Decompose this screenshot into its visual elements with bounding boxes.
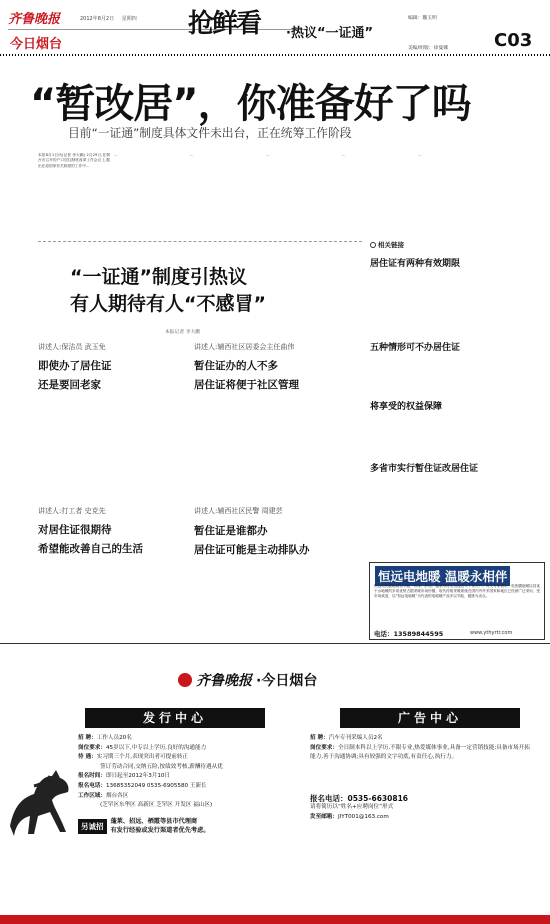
heating-ad-title: 恒远电地暖 温暖永相伴 xyxy=(375,566,510,586)
distribution-row-1-value: 工作人员20名 xyxy=(96,735,132,741)
edition-label: 今日烟台 xyxy=(10,37,63,52)
distribution-title-bar: 发行中心 xyxy=(85,708,265,728)
advertising-row-2-label: 岗位要求： xyxy=(310,744,338,751)
voice-4-head2: 居住证可能是主动排队办 xyxy=(194,544,310,556)
voice-1-col-b xyxy=(108,395,172,495)
advertising-list xyxy=(310,734,530,822)
sub-headline: 目前“一证通”制度具体文件未出台，正在统筹工作阶段 xyxy=(68,126,352,140)
distribution-row-5 xyxy=(78,772,278,782)
distribution-row-8-value: (芝罘区东华区 高新区 芝罘区 开发区 福山区) xyxy=(100,802,213,809)
distribution-row-6 xyxy=(78,782,278,792)
horse-icon xyxy=(4,746,80,842)
feature-byline: 本报记者 李大鹏 xyxy=(165,330,201,335)
distribution-row-7-value: 烟台各区 xyxy=(105,792,129,799)
feature-title-2: 有人期待有人“不感冒” xyxy=(70,293,266,315)
banner-logo xyxy=(178,670,317,690)
related-title-1: 居住证有两种有效期限 xyxy=(370,259,461,269)
editor: 编辑：魏玉明 xyxy=(408,16,437,21)
masthead-rule xyxy=(8,29,308,30)
column-sub: ·热议“一证通” xyxy=(286,26,374,41)
advertising-title-bar: 广告中心 xyxy=(340,708,520,728)
distribution-row-8 xyxy=(78,801,278,811)
intro-column-1: 本报8月1日讯(记者 李大鹏) 2月29日,在烟台市召开的户口居住制度改革工作会议上,据出在原国家有关制度的工作中... xyxy=(38,153,110,168)
related-3-body xyxy=(370,414,542,452)
distribution-list xyxy=(78,734,278,811)
distribution-row-3-label: 待 遇： xyxy=(78,754,97,761)
voice-4-col-a xyxy=(194,562,250,632)
distribution-row-5-value: 即日起至2012年3月10日 xyxy=(105,773,171,780)
distribution-row-1 xyxy=(78,734,278,744)
voice-3-head2: 居住证将便于社区管理 xyxy=(194,379,299,391)
distribution-row-2-label: 岗位要求： xyxy=(78,744,106,751)
related-4-body-b xyxy=(458,478,542,536)
paper-logo: 齐鲁晚报 xyxy=(8,12,61,27)
voice-3-col-c xyxy=(316,395,368,497)
related-4-body-a xyxy=(370,478,454,536)
related-tag-label: 相关链接 xyxy=(378,241,404,249)
distribution-notice xyxy=(78,818,278,835)
advertising-row-3-value: 0535-6630816 xyxy=(347,793,409,803)
advertising-row-5 xyxy=(310,813,530,823)
voice-3-speaker: 讲述人:辅西社区居委会主任曲伟 xyxy=(194,343,295,351)
column-logo: 抢鲜看 xyxy=(188,9,261,39)
advertising-row-1 xyxy=(310,734,530,744)
intro-column-4: ... xyxy=(266,153,270,157)
related-title-4: 多省市实行暂住证改居住证 xyxy=(370,464,479,474)
distribution-row-7 xyxy=(78,792,278,802)
banner-edition: ·今日烟台 xyxy=(256,673,318,689)
related-tag xyxy=(370,240,404,249)
banner-logo-mark-icon xyxy=(178,673,192,687)
advertising-row-5-label: 发至邮箱： xyxy=(310,813,338,820)
masthead-hatch xyxy=(0,54,550,56)
designer: 美编/组版：徐曼娜 xyxy=(408,46,448,51)
related-title-2: 五种情形可不办居住证 xyxy=(370,343,461,353)
intro-column-3: ... xyxy=(190,153,194,157)
distribution-row-6-value: 13685352049 0535-6905580 王新长 xyxy=(105,782,207,789)
date: 2012年8月2日 xyxy=(80,16,115,22)
distribution-row-4 xyxy=(78,763,278,773)
heating-ad[interactable] xyxy=(369,562,545,640)
intro-column-5: ... xyxy=(342,153,346,157)
intro-column-2: ... xyxy=(114,153,118,157)
voice-3-col-b xyxy=(255,395,311,497)
advertising-row-1-label: 招 聘： xyxy=(310,735,329,741)
advertising-row-2-value: 全日制本科以上学历,不限专业,热爱媒体事业,具备一定营销技能;具备市场开拓能力,善于沟通协调;具有较强的文字功底,有责任心,执行力。 xyxy=(310,744,530,761)
related-1-body-b xyxy=(458,272,542,330)
distribution-row-3 xyxy=(78,753,278,763)
main-headline: “暂改居”，你准备好了吗 xyxy=(30,81,471,127)
advertising-row-5-value: JIYT001@163.com xyxy=(337,813,389,820)
voice-4-speaker: 讲述人:辅西社区民警 周建芸 xyxy=(194,507,283,515)
voice-4-col-b xyxy=(255,562,311,632)
voice-1-head1: 即使办了居住证 xyxy=(38,360,112,372)
distribution-row-7-label: 工作区域： xyxy=(78,792,106,799)
voice-2-head2: 希望能改善自己的生活 xyxy=(38,543,143,555)
horses-graphic xyxy=(4,746,80,842)
bottom-banner xyxy=(0,644,550,924)
distribution-row-3-value: 实习期三个月,表现突出者可提前转正 xyxy=(96,754,189,761)
voice-3-col-a xyxy=(194,395,250,497)
heating-ad-url: www.ythyrtr.com xyxy=(470,630,513,636)
intro-column-6: ... xyxy=(418,153,422,157)
advertising-row-3 xyxy=(310,794,530,804)
advertising-row-1-value: 汽车专刊采编人员2名 xyxy=(328,735,383,741)
banner-footer-bar xyxy=(0,915,550,924)
notice-label: 另诚招 xyxy=(78,819,107,834)
feature-title-1: “一证通”制度引热议 xyxy=(70,266,247,288)
distribution-row-4-value: 签订劳动合同,交纳五险,按绩效考核,薪酬待遇从优 xyxy=(100,763,223,770)
distribution-row-2 xyxy=(78,744,278,754)
voice-1-col-a xyxy=(38,395,104,495)
page-code: C03 xyxy=(494,30,533,51)
voice-4-col-c xyxy=(316,562,368,632)
voice-2-col-a xyxy=(38,560,104,632)
distribution-row-2-value: 45岁以下,中专以上学历,良好的沟通能力 xyxy=(105,744,207,751)
related-2-body xyxy=(370,356,542,390)
link-icon xyxy=(370,242,376,248)
voice-2-col-b xyxy=(108,560,172,632)
date-line xyxy=(80,15,137,22)
distribution-row-5-label: 报名时间： xyxy=(78,773,106,780)
related-1-body-a xyxy=(370,272,454,330)
advertising-row-3-label: 报名电话： xyxy=(310,793,348,803)
advertising-row-4-value: 请将简历以“姓名+应聘岗位”形式 xyxy=(310,804,394,811)
notice-text: 蓬莱、招远、栖霞等县市代理商 有发行经验或发行渠道者优先考虑。 xyxy=(110,818,210,834)
heating-ad-phone: 电话：13589844595 xyxy=(374,630,444,638)
voice-1-head2: 还是要回老家 xyxy=(38,379,101,391)
advertising-row-4 xyxy=(310,803,530,813)
heating-ad-body: 恒远电热膜地暖以节能、环保、舒适、健康等特点迅速进入千家万户。有关专家表示，电热膜地暖以其优于水地暖的多项优势占据采暖市场份额，取代传统采暖系统在国内外许多国家和地区已经被广泛采用，受市场欢迎，以“恒远电地暖”为代表的电地暖产品多以节能、健康为卖点。 xyxy=(374,584,540,599)
distribution-row-6-label: 报名电话： xyxy=(78,782,106,789)
advertising-row-2 xyxy=(310,744,530,792)
voice-3-head1: 暂住证办的人不多 xyxy=(194,360,278,372)
voice-4-head1: 暂住证是谁都办 xyxy=(194,525,268,537)
voice-2-head1: 对居住证很期待 xyxy=(38,524,112,536)
voice-1-speaker: 讲述人:保洁员 武玉免 xyxy=(38,343,106,351)
masthead xyxy=(0,0,550,56)
banner-paper-name: 齐鲁晚报 xyxy=(196,673,252,689)
related-title-3: 将享受的权益保障 xyxy=(370,402,443,412)
voice-2-speaker: 讲述人:打工者 史克先 xyxy=(38,507,106,515)
weekday: 星期四 xyxy=(121,16,137,22)
distribution-row-1-label: 招 聘： xyxy=(78,735,97,741)
